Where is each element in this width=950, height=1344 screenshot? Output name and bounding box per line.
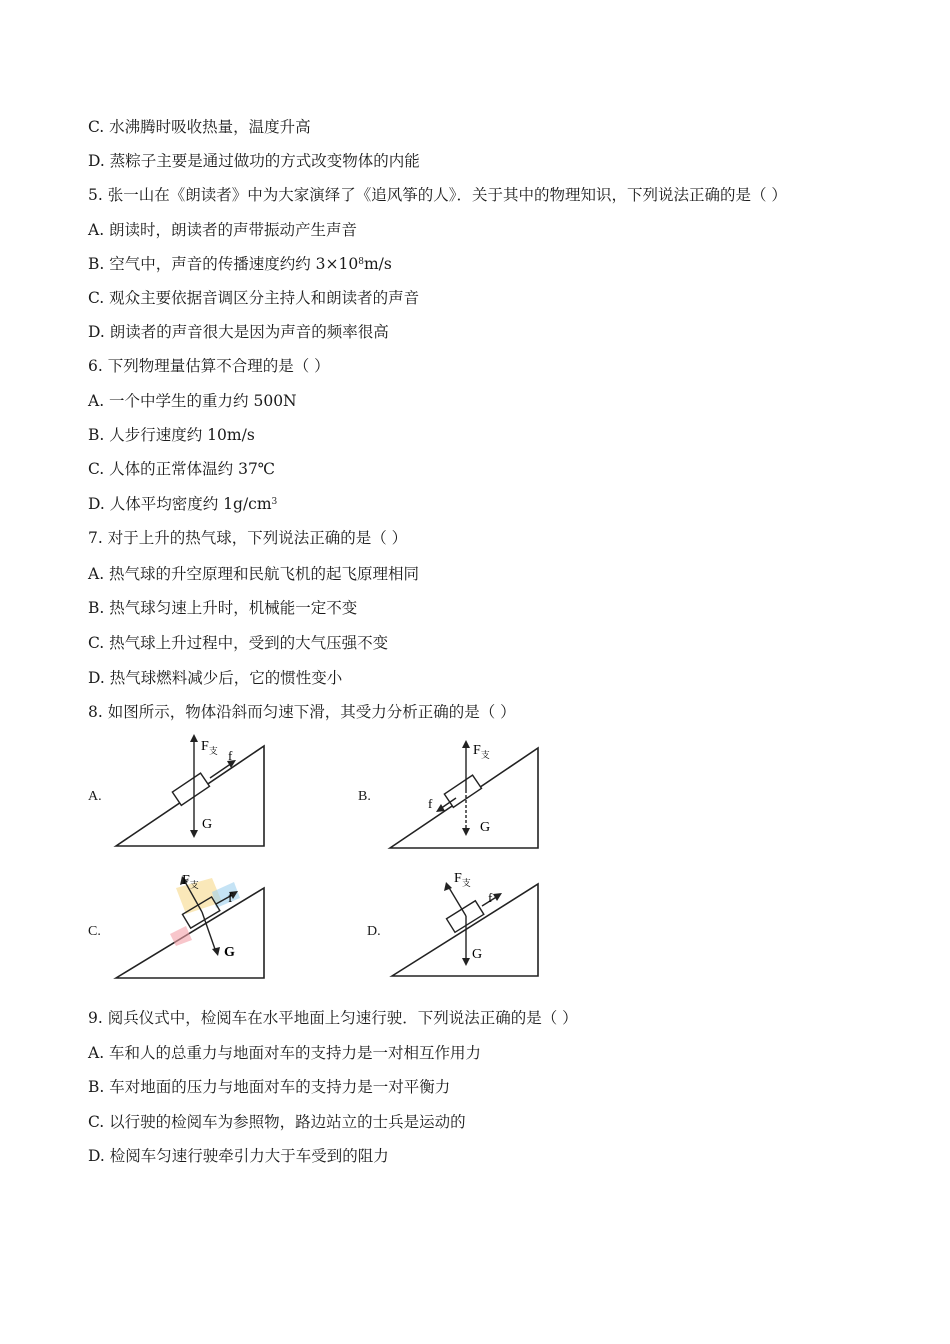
figure-d [388, 866, 548, 986]
figure-a-gravity: G [202, 817, 213, 832]
q9-stem: 9. 阅兵仪式中，检阅车在水平地面上匀速行驶．下列说法正确的是（ ） [88, 1009, 578, 1027]
q5-option-b [88, 254, 392, 274]
q8-stem: 8. 如图所示，物体沿斜而匀速下滑，其受力分析正确的是（ ） [88, 703, 516, 721]
q9-option-c: C. 以行驶的检阅车为参照物，路边站立的士兵是运动的 [88, 1113, 466, 1131]
figure-c-normal-force: $F_支$ [182, 873, 199, 890]
q9-option-d: D. 检阅车匀速行驶牵引力大于车受到的阻力 [88, 1147, 389, 1165]
figure-a-normal-force: $F_支$ [201, 739, 218, 756]
q9-option-a: A. 车和人的总重力与地面对车的支持力是一对相互作用力 [88, 1044, 482, 1062]
q5-option-b-text: B. 空气中，声音的传播速度约约 3×10 [88, 255, 359, 273]
q5-option-b-exponent: 8 [358, 257, 364, 267]
figure-b-diagram [384, 736, 544, 852]
q7-option-b: B. 热气球匀速上升时，机械能一定不变 [88, 599, 358, 617]
q6-option-d-exponent: 3 [271, 497, 278, 507]
q5-option-b-unit: m/s [363, 255, 392, 273]
q6-option-d [88, 494, 277, 514]
q5-option-d: D. 朗读者的声音很大是因为声音的频率很高 [88, 323, 389, 341]
figure-b-normal-force: $F_支$ [473, 743, 490, 760]
q6-option-b: B. 人步行速度约 10m/s [88, 426, 255, 444]
figure-a-diagram [112, 730, 272, 850]
q6-option-a: A. 一个中学生的重力约 500N [88, 392, 297, 410]
figure-c-diagram [112, 864, 272, 984]
q5-option-a: A. 朗读时，朗读者的声带振动产生声音 [88, 221, 358, 239]
figure-a [112, 730, 272, 854]
q6-option-c: C. 人体的正常体温约 37℃ [88, 460, 276, 478]
q6-option-d-text: D. 人体平均密度约 1g/cm [88, 495, 272, 513]
figure-c-label: C. [88, 924, 101, 939]
figure-d-normal-force: $F_支$ [454, 871, 471, 888]
figure-d-diagram [388, 866, 548, 982]
figure-c-friction: f [228, 891, 233, 906]
figure-d-friction: f [488, 890, 493, 905]
q9-option-b: B. 车对地面的压力与地面对车的支持力是一对平衡力 [88, 1078, 451, 1096]
q4-option-c: C. 水沸腾时吸收热量，温度升高 [88, 118, 311, 136]
figure-c-gravity: G [224, 945, 235, 960]
figure-a-label: A. [88, 789, 102, 804]
q7-stem: 7. 对于上升的热气球，下列说法正确的是（ ） [88, 529, 408, 547]
q7-option-a: A. 热气球的升空原理和民航飞机的起飞原理相同 [88, 565, 420, 583]
figure-b [384, 736, 544, 856]
q5-stem: 5. 张一山在《朗读者》中为大家演绎了《追风筝的人》．关于其中的物理知识，下列说法正确的是（ ） [88, 186, 787, 204]
q6-stem: 6. 下列物理量估算不合理的是（ ） [88, 357, 330, 375]
figure-a-friction: f [228, 748, 233, 763]
figure-c [112, 864, 272, 988]
figure-b-label: B. [358, 789, 371, 804]
figure-d-gravity: G [472, 947, 483, 962]
q7-option-d: D. 热气球燃料减少后，它的惯性变小 [88, 669, 343, 687]
figure-b-friction: f [428, 796, 433, 811]
q7-option-c: C. 热气球上升过程中，受到的大气压强不变 [88, 634, 389, 652]
q5-option-c: C. 观众主要依据音调区分主持人和朗读者的声音 [88, 289, 420, 307]
figure-b-gravity: G [480, 820, 491, 835]
figure-d-label: D. [367, 924, 381, 939]
q4-option-d: D. 蒸粽子主要是通过做功的方式改变物体的内能 [88, 152, 420, 170]
